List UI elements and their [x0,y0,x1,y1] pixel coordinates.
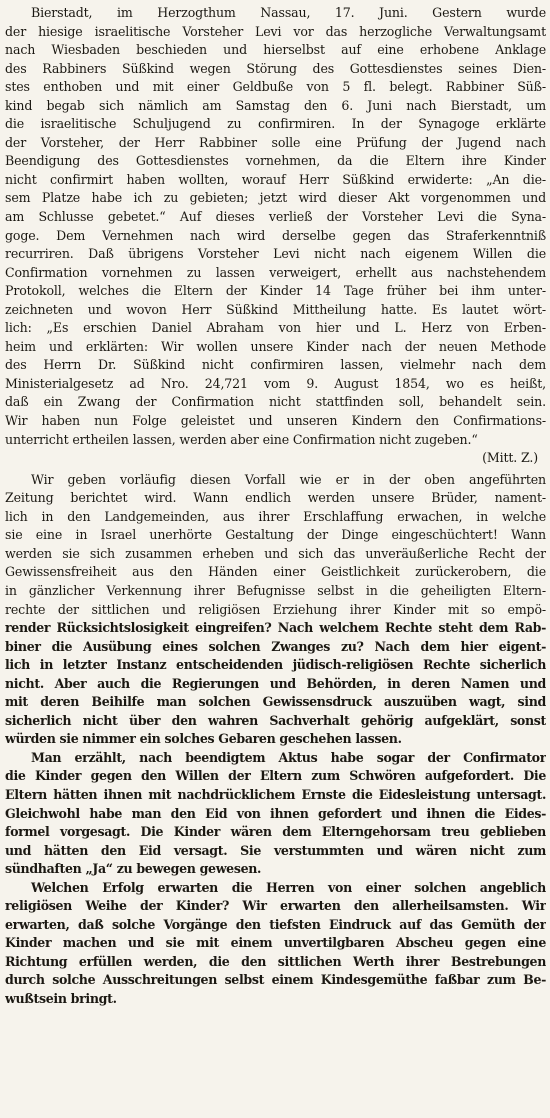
text-line: der Vorsteher, der Herr Rabbiner solle eine Prüfung der Jugend nach [5,134,546,150]
text-line: lich in letzter Instanz entscheidenden jüdisch-religiösen Rechte sicherlich [5,657,546,673]
text-line: kind begab sich nämlich am Samstag den 6. Juni nach Bierstadt, um [5,97,546,113]
text-line: heim und erklärten: Wir wollen unsere Kinder nach der neuen Methode [5,338,546,354]
text-line: Richtung erfüllen werden, die den sittlichen Werth ihrer Bestrebungen [5,953,546,969]
text-line: Welchen Erfolg erwarten die Herren von einer solchen angeblich [31,879,546,895]
text-line: Wir geben vorläufig diesen Vorfall wie er in der oben angeführten [31,471,546,487]
text-line: lich in den Landgemeinden, aus ihrer Erschlaffung erwachen, in welche [5,508,546,524]
source-signature: (Mitt. Z.) [482,450,538,466]
text-line: Protokoll, welches die Eltern der Kinder 14 Tage früher bei ihm unter- [5,283,546,299]
text-line: zeichneten und wovon Herr Süßkind Mittheilung hatte. Es lautet wört- [5,301,546,317]
text-line: Eltern hätten ihnen mit nachdrücklichem Ernste die Eidesleistung untersagt. [5,786,546,802]
text-line: lich: „Es erschien Daniel Abraham von hier und L. Herz von Erben- [5,320,546,336]
text-line: Wir haben nun Folge geleistet und unseren Kindern den Confirmations- [5,413,546,429]
text-line: Zeitung berichtet wird. Wann endlich werden unsere Brüder, nament- [5,490,546,506]
text-line: am Schlusse gebetet.“ Auf dieses verließ der Vorsteher Levi die Syna- [5,209,546,225]
text-line: religiösen Weihe der Kinder? Wir erwarten den allerheilsamsten. Wir [5,898,546,914]
text-line: unterricht ertheilen lassen, werden aber eine Confirmation nicht zugeben.“ [5,431,478,447]
text-line: erwarten, daß solche Vorgänge den tiefsten Eindruck auf das Gemüth der [5,916,546,932]
text-line: nicht. Aber auch die Regierungen und Behörden, in deren Namen und [5,675,546,691]
text-line: rechte der sittlichen und religiösen Erziehung ihrer Kinder mit so empö- [5,601,546,617]
text-line: würden sie nimmer ein solches Gebaren geschehen lassen. [5,731,402,747]
text-line: die Kinder gegen den Willen der Eltern zum Schwören aufgefordert. Die [5,768,546,784]
text-line: in gänzlicher Verkennung ihrer Befugnisse selbst in die geheiligten Eltern- [5,582,546,598]
text-line: und hätten den Eid versagt. Sie verstummten und wären nicht zum [5,842,546,858]
text-line: nicht confirmirt haben wollten, worauf Herr Süßkind erwiderte: „An die- [5,171,546,187]
text-line: Ministerialgesetz ad Nro. 24,721 vom 9. August 1854, wo es heißt, [5,375,546,391]
text-line: biner die Ausübung eines solchen Zwanges zu? Nach dem hier eigent- [5,638,546,654]
paragraph-oath [5,749,546,879]
text-line: Confirmation vornehmen zu lassen verweigert, erhellt aus nachstehendem [5,264,546,280]
text-line: daß ein Zwang der Confirmation nicht stattfinden soll, behandelt sein. [5,394,546,410]
text-line: sie eine in Israel unerhörte Gestaltung der Dinge eingeschüchtert! Wann [5,527,546,543]
text-line: formel vorgesagt. Die Kinder wären dem Elterngehorsam treu geblieben [5,824,546,840]
text-line: goge. Dem Vernehmen nach wird derselbe gegen das Straferkenntniß [5,227,546,243]
text-line: sündhaften „Ja“ zu bewegen gewesen. [5,861,262,877]
text-line: des Rabbiners Süßkind wegen Störung des Gottesdienstes seines Dien- [5,60,546,76]
text-line: werden sie sich zusammen erheben und sich das unveräußerliche Recht der [5,545,546,561]
text-line: stes enthoben und mit einer Geldbuße von 5 fl. belegt. Rabbiner Süß- [5,79,546,95]
text-line: sicherlich nicht über den wahren Sachverhalt gehörig aufgeklärt, sonst [5,712,546,728]
paragraph-commentary [5,471,546,749]
text-line: nach Wiesbaden beschieden und hierselbst auf eine erhobene Anklage [5,42,546,58]
text-line: durch solche Ausschreitungen selbst einem Kindesgemüthe faßbar zum Be- [5,972,546,988]
text-line: mit deren Beihilfe man solchen Gewissensdruck auszuüben wagt, sind [5,694,546,710]
news-article [5,4,546,1009]
text-line: Beendigung des Gottesdienstes vornehmen, da die Eltern ihre Kinder [5,153,546,169]
text-line: der hiesige israelitische Vorsteher Levi vor das herzogliche Verwaltungsamt [5,23,546,39]
text-line: Gleichwohl habe man den Eid von ihnen gefordert und ihnen die Eides- [5,805,546,821]
text-line: Kinder machen und sie mit einem unvertilgbaren Abscheu gegen eine [5,935,546,951]
text-line: Man erzählt, nach beendigtem Aktus habe sogar der Confirmator [31,749,546,765]
text-line: recurriren. Daß übrigens Vorsteher Levi nicht nach eigenem Willen die [5,246,546,262]
text-line: sem Platze habe ich zu gebieten; jetzt wird dieser Akt vorgenommen und [5,190,546,206]
paragraph-report [5,4,546,468]
text-line: render Rücksichtslosigkeit eingreifen? Nach welchem Rechte steht dem Rab- [5,620,546,636]
text-line: des Herrn Dr. Süßkind nicht confirmiren lassen, vielmehr nach dem [5,357,546,373]
text-line: Bierstadt, im Herzogthum Nassau, 17. Juni. Gestern wurde [31,5,546,20]
paragraph-conclusion [5,879,546,1009]
text-line: die israelitische Schuljugend zu confirmiren. In der Synagoge erklärte [5,116,546,132]
text-line: wußtsein bringt. [5,990,117,1006]
text-line: Gewissensfreiheit aus den Händen einer Geistlichkeit zurückerobern, die [5,564,546,580]
